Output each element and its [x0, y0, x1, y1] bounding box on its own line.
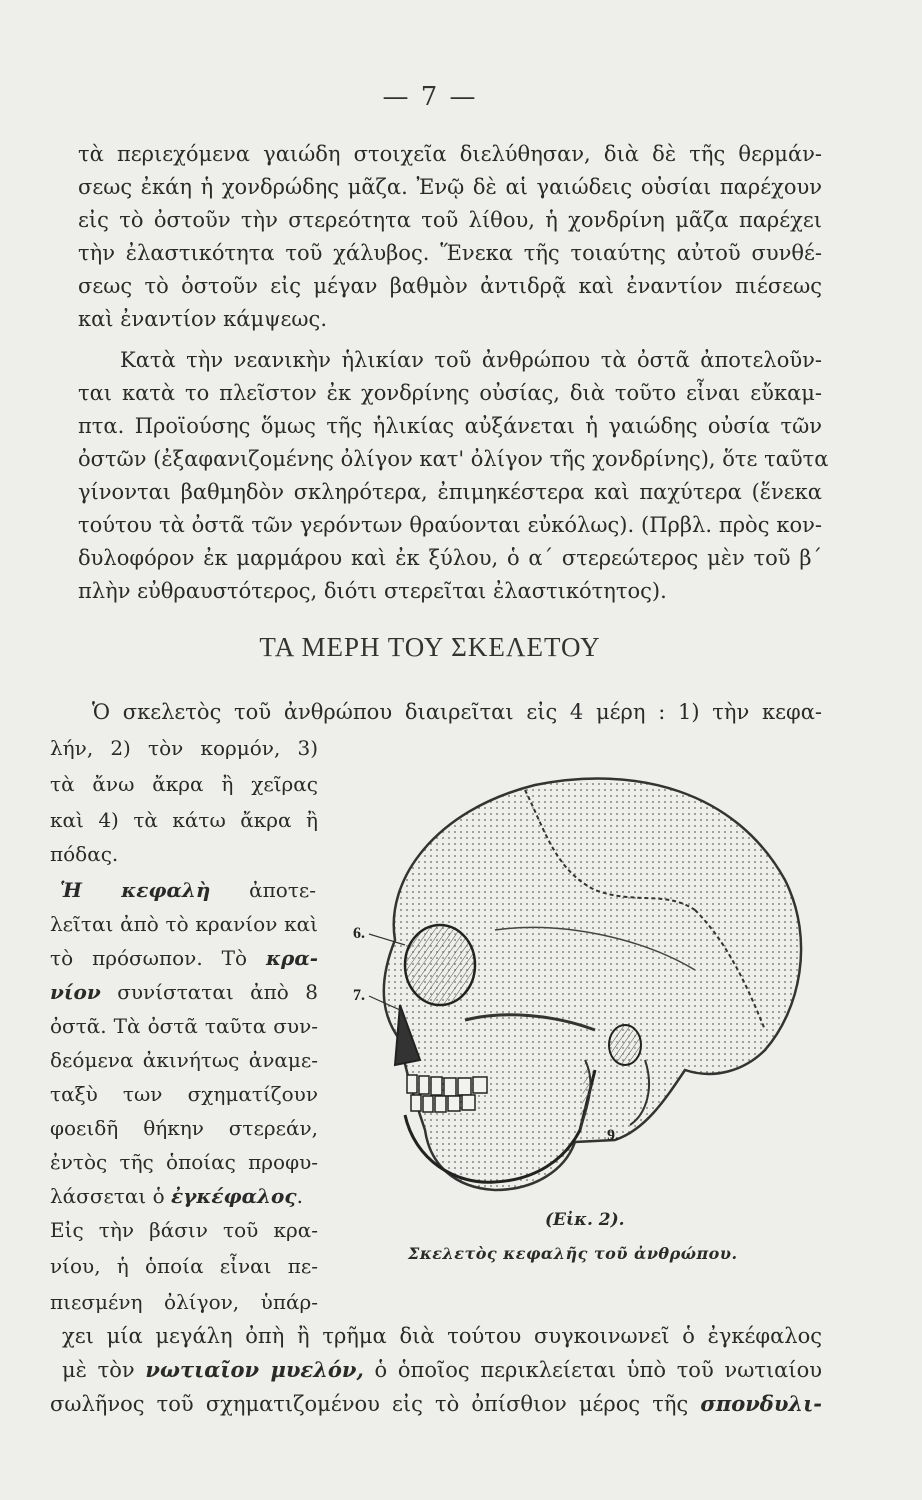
term-kranion: νίον — [50, 980, 101, 1004]
figure-caption: Σκελετὸς κεφαλῆς τοῦ ἀνθρώπου. — [408, 1244, 738, 1263]
column-line: φοειδῆ θήκην στερεάν, — [50, 1116, 318, 1140]
column-line: ἐντὸς τῆς ὁποίας προφυ- — [50, 1150, 318, 1174]
term-kranion: κρα- — [266, 946, 319, 970]
text-line: καὶ ἐναντίον κάμψεως. — [78, 307, 327, 331]
text-line: Κατὰ τὴν νεανικὴν ἡλικίαν τοῦ ἀνθρώπου τὰ ὀστᾶ ἀποτελοῦν- — [120, 348, 822, 372]
section-title: ΤΑ ΜΕΡΗ ΤΟΥ ΣΚΕΛΕΤΟΥ — [259, 632, 601, 662]
text-line: ται κατὰ το πλεῖστον ἐκ χονδρίνης οὐσίας, διὰ τοῦτο εἶναι εὔκαμ- — [78, 381, 822, 405]
text-line: μὲ τὸν νωτιαῖον μυελόν, ὁ ὁποῖος περικλείεται ὑπὸ τοῦ νωτιαίου — [62, 1357, 822, 1382]
page-number: — 7 — — [382, 82, 478, 112]
ear-opening — [609, 1025, 641, 1065]
column-line: ὀστᾶ. Τὰ ὀστᾶ ταῦτα συν- — [50, 1014, 318, 1038]
skull-drawing — [345, 770, 815, 1200]
text-line: εἰς τὸ ὀστοῦν τὴν στερεότητα τοῦ λίθου, ἡ χονδρίνη μᾶζα παρέχει — [78, 208, 822, 232]
text-line: γίνονται βαθμηδὸν σκληρότερα, ἐπιμηκέστερα καὶ παχύτερα (ἕνεκα — [78, 480, 822, 504]
text-line: χει μία μεγάλη ὀπὴ ἢ τρῆμα διὰ τούτου συγκοινωνεῖ ὁ ἐγκέφαλος — [62, 1324, 822, 1348]
text-line: σεως τὸ ὀστοῦν εἰς μέγαν βαθμὸν ἀντιδρᾷ καὶ ἐναντίον πιέσεως — [78, 274, 822, 298]
label-9: 9. — [607, 1127, 619, 1144]
column-line: πιεσμένη ὀλίγον, ὑπάρ- — [50, 1290, 318, 1314]
term-kefali: Ἡ κεφαλὴ — [60, 878, 211, 902]
column-line: καὶ 4) τὰ κάτω ἄκρα ἢ — [50, 808, 318, 832]
column-line: δεόμενα ἀκινήτως ἀναμε- — [50, 1048, 318, 1072]
label-7: 7. — [353, 987, 365, 1004]
text-line: πτα. Προϊούσης ὅμως τῆς ἡλικίας αὐξάνεται ἡ γαιώδης οὐσία τῶν — [78, 414, 822, 438]
term-spondyliki: σπονδυλι- — [700, 1391, 822, 1416]
text-line: τούτου τὰ ὀστᾶ τῶν γερόντων θραύονται εὐκόλως). (Πρβλ. πρὸς κον- — [78, 513, 822, 537]
text-line: πλὴν εὐθραυστότερος, διότι στερεῖται ἐλαστικότητος). — [78, 579, 667, 603]
skull-illustration — [345, 770, 815, 1200]
text-line: δυλοφόρον ἐκ μαρμάρου καὶ ἐκ ξύλου, ὁ α΄ στερεώτερος μὲν τοῦ β΄ — [78, 546, 822, 570]
text-line: Ὁ σκελετὸς τοῦ ἀνθρώπου διαιρεῖται εἰς 4 μέρη : 1) τὴν κεφα- — [92, 700, 822, 724]
text-line: τὴν ἐλαστικότητα τοῦ χάλυβος. Ἕνεκα τῆς τοιαύτης αὐτοῦ συνθέ- — [78, 241, 822, 265]
column-line: λεῖται ἀπὸ τὸ κρανίον καὶ — [50, 912, 318, 936]
column-line: νίου, ἡ ὁποία εἶναι πε- — [50, 1254, 318, 1278]
text-line: σεως ἐκάη ἡ χονδρώδης μᾶζα. Ἐνῷ δὲ αἱ γαιώδεις οὐσίαι παρέχουν — [78, 175, 822, 199]
term-notiaios-myelos: νωτιαῖον μυελόν, — [145, 1357, 364, 1382]
upper-teeth — [407, 1075, 487, 1096]
column-line: ταξὺ των σχηματίζουν — [50, 1082, 318, 1106]
column-line: λήν, 2) τὸν κορμόν, 3) — [50, 736, 318, 760]
eye-orbit — [405, 925, 475, 1005]
label-6: 6. — [353, 925, 365, 942]
lower-teeth — [411, 1095, 475, 1112]
column-line: Ἡ κεφαλὴ ἀποτε- — [60, 878, 316, 902]
column-line: τὰ ἄνω ἄκρα ἢ χεῖρας — [50, 772, 318, 796]
term-enkefalos: ἐγκέφαλος — [171, 1184, 297, 1208]
column-line: τὸ πρόσωπον. Τὸ κρα- — [50, 946, 319, 970]
column-line: Εἰς τὴν βάσιν τοῦ κρα- — [50, 1218, 318, 1242]
figure-number: (Εἰκ. 2). — [545, 1210, 625, 1230]
column-line: νίον συνίσταται ἀπὸ 8 — [50, 980, 318, 1004]
text-line: σωλῆνος τοῦ σχηματιζομένου εἰς τὸ ὀπίσθιον μέρος τῆς σπονδυλι- — [50, 1391, 822, 1416]
text-line: τὰ περιεχόμενα γαιώδη στοιχεῖα διελύθησαν, διὰ δὲ τῆς θερμάν- — [78, 142, 822, 166]
column-line: λάσσεται ὁ ἐγκέφαλος. — [50, 1184, 303, 1208]
column-line: πόδας. — [50, 842, 119, 866]
text-line: ὀστῶν (ἐξαφανιζομένης ὀλίγον κατ' ὀλίγον τῆς χονδρίνης), ὅτε ταῦτα — [78, 447, 829, 471]
